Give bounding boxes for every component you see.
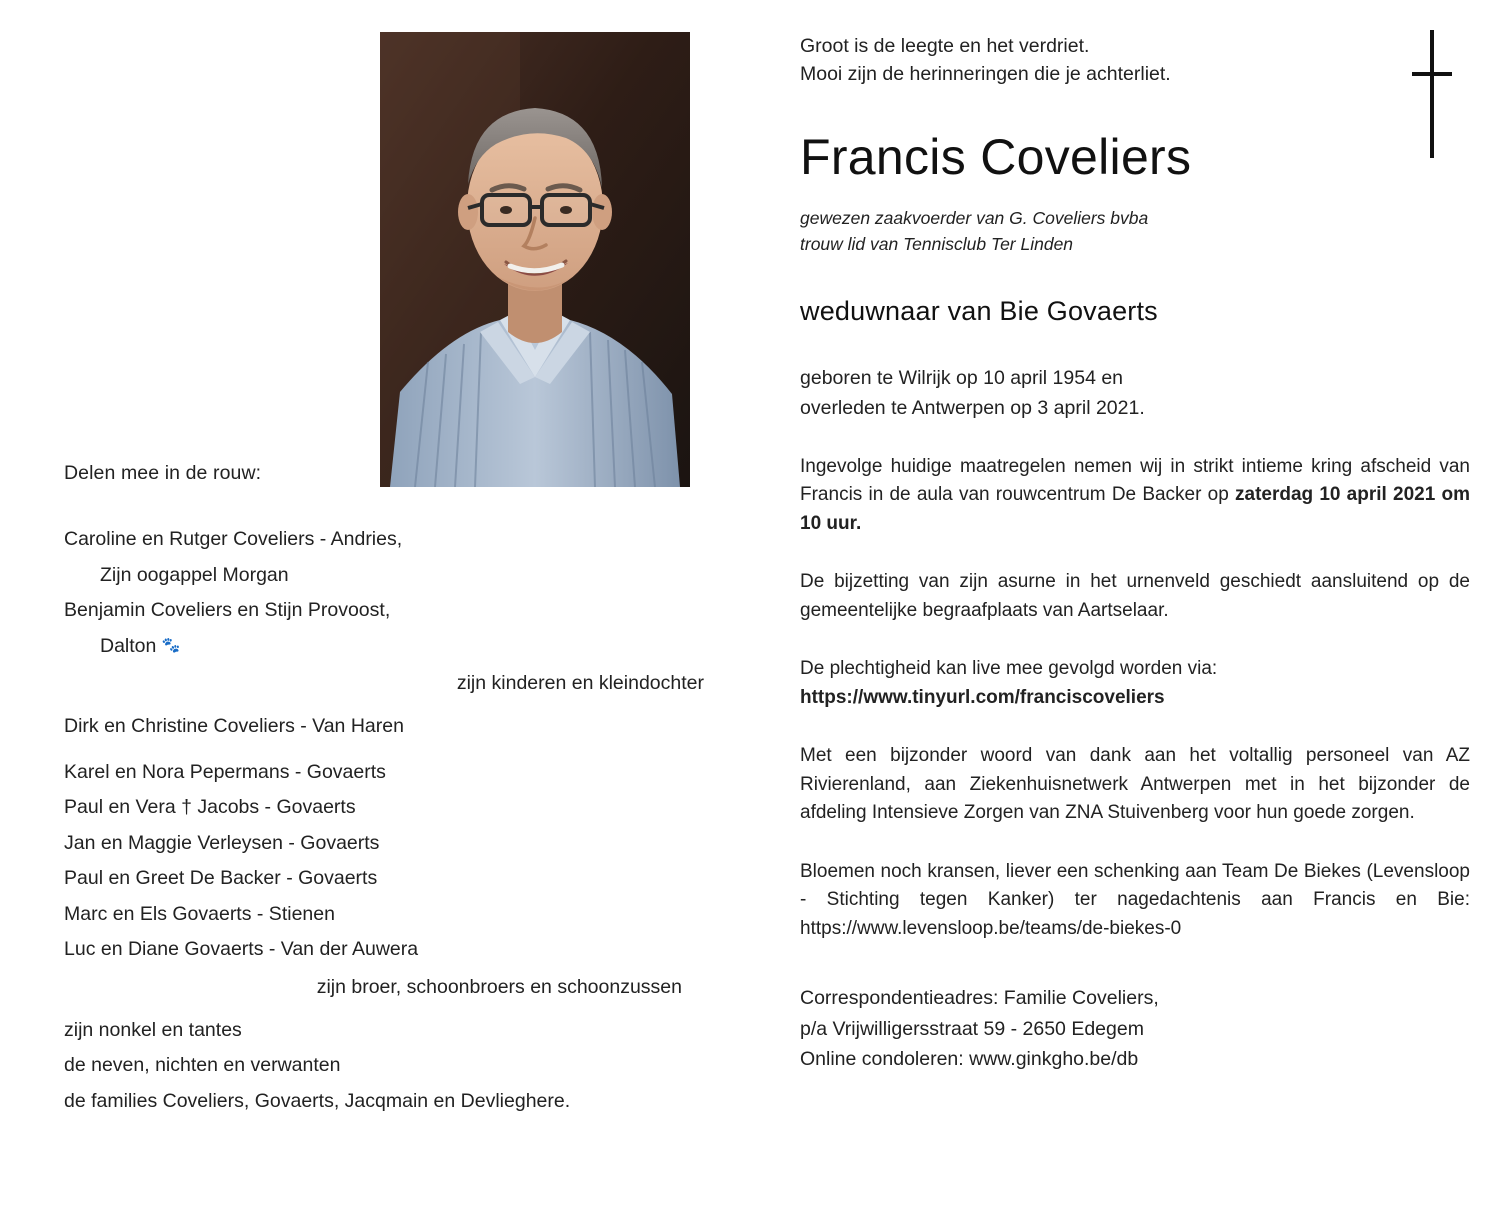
thanks-paragraph: Met een bijzonder woord van dank aan het voltallig personeel van AZ Rivierenland, aan Ziekenhuisnetwerk Antwerpen met in het bijzonder de afdeling Intensieve Zorgen van ZNA Stuivenberg voor hun goede zorgen. bbox=[800, 745, 1470, 824]
list-item: Benjamin Coveliers en Stijn Provoost, bbox=[64, 599, 391, 621]
death-line: overleden te Antwerpen op 3 april 2021. bbox=[800, 396, 1145, 419]
mourners-intro: Delen mee in de rouw: bbox=[64, 462, 262, 484]
address-line-3: Online condoleren: www.ginkgho.be/db bbox=[800, 1047, 1139, 1070]
spouse-line: weduwnaar van Bie Govaerts bbox=[800, 295, 1158, 326]
correspondence-address bbox=[800, 983, 1480, 1074]
list-item: Zijn oogappel Morgan bbox=[100, 563, 289, 586]
paw-icon: 🐾 bbox=[161, 636, 179, 654]
ceremony-text: Ingevolge huidige maatregelen nemen wij in strikt intieme kring afscheid van Francis in de aula van rouwcentrum De Backer op bbox=[800, 455, 1470, 506]
list-item: zijn nonkel en tantes bbox=[64, 1018, 242, 1041]
subtitle-line-1: gewezen zaakvoerder van G. Coveliers bvba bbox=[800, 208, 1149, 229]
livestream-intro: De plechtigheid kan live mee gevolgd worden via: bbox=[800, 658, 1218, 680]
quote-line-2: Mooi zijn de herinneringen die je achterliet. bbox=[800, 63, 1171, 86]
list-item: Paul en Vera † Jacobs - Govaerts bbox=[64, 796, 356, 818]
birth-line: geboren te Wilrijk op 10 april 1954 en bbox=[800, 366, 1124, 389]
right-column bbox=[800, 0, 1480, 1214]
list-item bbox=[64, 634, 704, 657]
page-title: Francis Coveliers bbox=[800, 128, 1192, 185]
address-line-1: Correspondentieadres: Familie Coveliers, bbox=[800, 987, 1159, 1010]
livestream-link[interactable]: https://www.tinyurl.com/franciscoveliers bbox=[800, 686, 1165, 708]
birth-death-info bbox=[800, 363, 1480, 423]
mourners-list bbox=[64, 530, 704, 1127]
list-item: Luc en Diane Govaerts - Van der Auwera bbox=[64, 938, 419, 960]
subtitle bbox=[800, 205, 1480, 258]
list-item-label: Dalton bbox=[100, 634, 157, 657]
list-item: Marc en Els Govaerts - Stienen bbox=[64, 902, 335, 925]
quote-line-1: Groot is de leegte en het verdriet. bbox=[800, 35, 1090, 57]
list-item: Caroline en Rutger Coveliers - Andries, bbox=[64, 528, 403, 550]
cross-icon bbox=[1412, 30, 1452, 158]
subtitle-line-2: trouw lid van Tennisclub Ter Linden bbox=[800, 234, 1074, 255]
portrait-photo bbox=[380, 32, 690, 487]
opening-quote bbox=[800, 32, 1480, 89]
role-siblings: zijn broer, schoonbroers en schoonzussen bbox=[316, 975, 682, 998]
ceremony-paragraph bbox=[800, 453, 1470, 539]
role-children: zijn kinderen en kleindochter bbox=[456, 672, 704, 694]
list-item: de neven, nichten en verwanten bbox=[64, 1054, 341, 1076]
list-item: Dirk en Christine Coveliers - Van Haren bbox=[64, 715, 404, 737]
list-item: Jan en Maggie Verleysen - Govaerts bbox=[64, 831, 380, 854]
urn-paragraph: De bijzetting van zijn asurne in het urnenveld geschiedt aansluitend op de gemeentelijke begraafplaats van Aartselaar. bbox=[800, 571, 1470, 621]
list-item: Karel en Nora Pepermans - Govaerts bbox=[64, 760, 386, 783]
address-line-2: p/a Vrijwilligersstraat 59 - 2650 Edegem bbox=[800, 1017, 1144, 1040]
list-item: de families Coveliers, Govaerts, Jacqmain en Devlieghere. bbox=[64, 1089, 571, 1112]
list-item: Paul en Greet De Backer - Govaerts bbox=[64, 867, 378, 889]
ceremony-datetime: zaterdag 10 april 2021 om 10 uur. bbox=[800, 484, 1470, 534]
livestream-paragraph bbox=[800, 655, 1470, 712]
donation-paragraph: Bloemen noch kransen, liever een schenking aan Team De Biekes (Levensloop - Stichting tegen Kanker) ter nagedachtenis aan Francis en Bie: https://www.levensloop.be/teams/de-biekes-0 bbox=[800, 860, 1470, 939]
